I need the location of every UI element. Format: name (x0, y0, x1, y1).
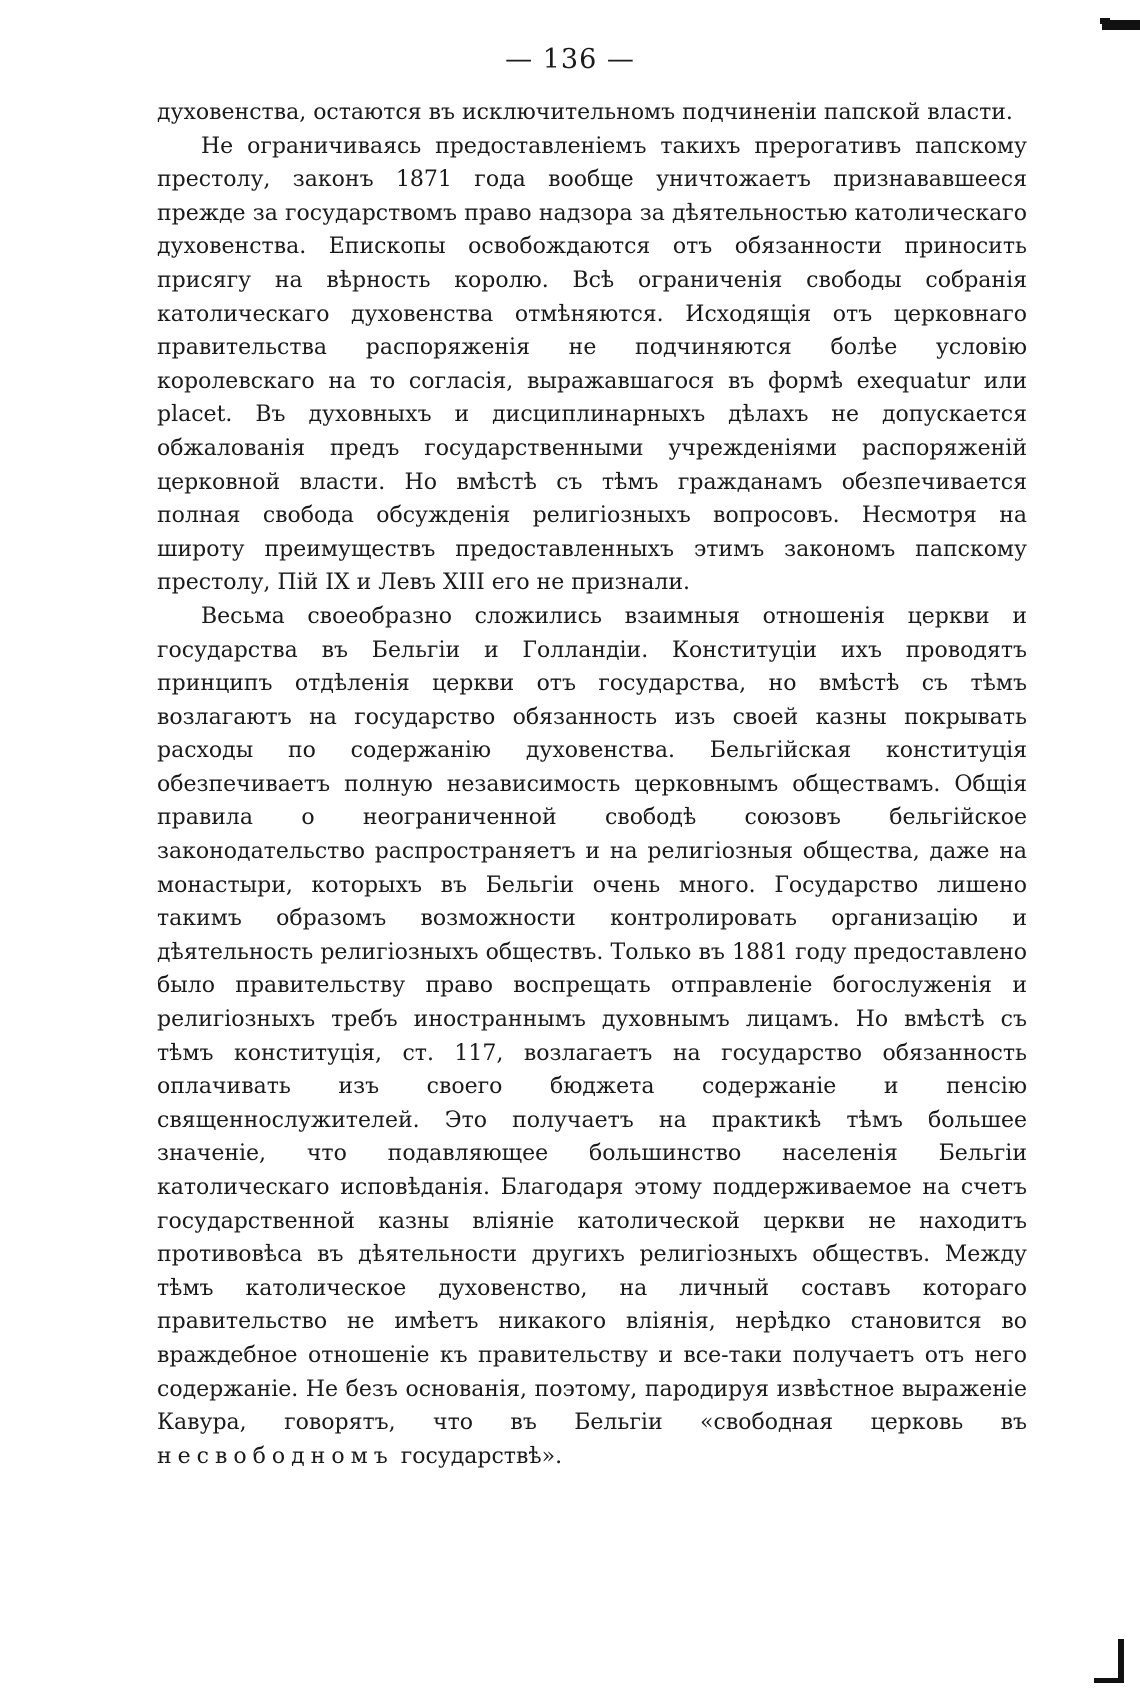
spaced-emphasis: несвободномъ (157, 1443, 394, 1469)
paragraph-continuation: духовенства, остаются въ исключительномъ подчиненіи папской власти. (157, 100, 1013, 125)
body-text (157, 96, 1027, 1473)
paragraph-text: Весьма своеобразно сложились взаимныя отношенія церкви и государства въ Бельгіи и Голландіи. Конституціи ихъ проводятъ принципъ отдѣленія церкви отъ государства, но вмѣстѣ съ тѣмъ возлагаютъ на государство обязанность изъ своей казны покрывать расходы по содержанію духовенства. Бельгійская конституція обезпечиваетъ полную независимость церковнымъ обществамъ. Общія правила о неограниченной свободѣ союзовъ бельгійское законодательство распространяетъ и на религіозныя общества, даже на монастыри, которыхъ въ Бельгіи очень много. Государство лишено такимъ образомъ возможности контролировать организацію и дѣятельность религіозныхъ обществъ. Только въ 1881 году предоставлено было правительству право воспрещать отправленіе богослуженія и религіозныхъ требъ иностраннымъ духовнымъ лицамъ. Но вмѣстѣ съ тѣмъ конституція, ст. 117, возлагаетъ на государство обязанность оплачивать изъ своего бюджета содержаніе и пенсію священнослужителей. Это получаетъ на практикѣ тѣмъ большее значеніе, что подавляющее большинство населенія Бельгіи католическаго исповѣданія. Благодаря этому поддерживаемое на счетъ государственной казны вліяніе католической церкви не находитъ противовѣса въ дѣятельности другихъ религіозныхъ обществъ. Между тѣмъ католическое духовенство, на личный составъ котораго правительство не имѣетъ никакого вліянія, нерѣдко становится во враждебное отношеніе къ правительству и все-таки получаетъ отъ него содержаніе. Не безъ основанія, поэтому, пародируя извѣстное выраженіе Кавура, говорятъ, что въ Бельгіи «свободная церковь въ (157, 603, 1027, 1436)
paragraph-last (157, 600, 1027, 1473)
scan-bottom-mark-foot (1094, 1678, 1124, 1683)
paragraph: Не ограничиваясь предоставленіемъ такихъ прерогативъ папскому престолу, законъ 1871 года вообще уничтожаетъ признававшееся прежде за государствомъ право надзора за дѣятельностью католическаго духовенства. Епископы освобождаются отъ обязанности приносить присягу на вѣрность королю. Всѣ ограниченія свободы собранія католическаго духовенства отмѣняются. Исходящія отъ церковнаго правительства распоряженія не подчиняются болѣе условію королевскаго на то согласія, выражавшагося въ формѣ exequatur или placet. Въ духовныхъ и дисциплинарныхъ дѣлахъ не допускается обжалованія предъ государственными учрежденіями распоряженій церковной власти. Но вмѣстѣ съ тѣмъ гражданамъ обезпечивается полная свобода обсужденія религіозныхъ вопросовъ. Несмотря на широту преимуществъ предоставленныхъ этимъ закономъ папскому престолу, Пій IX и Левъ XIII его не признали. (157, 133, 1027, 596)
scan-bottom-mark (1118, 1639, 1124, 1683)
scan-corner-mark-small (1100, 18, 1110, 24)
page-number: — 136 — (505, 44, 635, 75)
paragraph-closing: государствѣ». (400, 1443, 563, 1469)
